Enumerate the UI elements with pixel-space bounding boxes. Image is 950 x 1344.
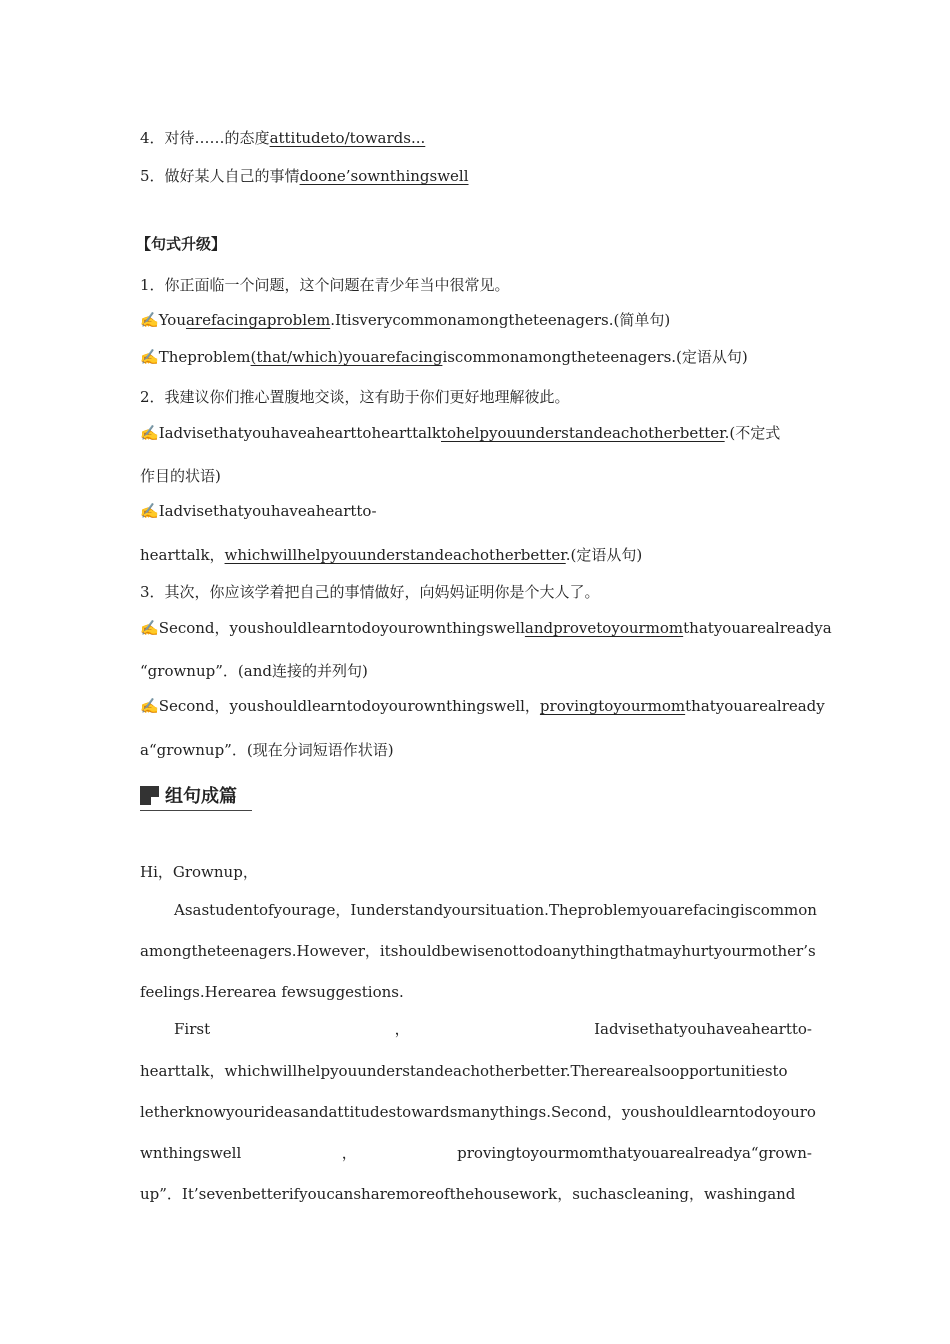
phrase-english: attitudeto/towards...: [269, 129, 426, 147]
sentence-1-version-a: [140, 310, 812, 330]
sentence-3-version-b-cont: a“grownup”．(现在分词短语作状语): [140, 741, 394, 759]
underlined-answer: provingtoyourmom: [539, 697, 686, 715]
text-segment: provingtoyourmomthatyouarealreadya“grown-: [457, 1144, 812, 1162]
text-segment: wnthingswell: [140, 1144, 242, 1162]
sentence-2-version-b: [140, 501, 812, 521]
pen-icon: ✍: [140, 619, 159, 637]
phrase-item-4: [140, 128, 812, 148]
text-segment: You: [158, 311, 186, 329]
text-segment: thatyouarealreadya: [683, 619, 832, 637]
phrase-english: doone’sownthingswell: [299, 167, 469, 185]
section-heading: [140, 782, 237, 808]
essay-paragraph-2-line-1: [140, 1019, 812, 1039]
sentence-3-version-a-cont: “grownup”．(and连接的并列句): [140, 662, 368, 680]
essay-paragraph-2-line-4: [140, 1143, 812, 1163]
phrase-chinese: 对待……的态度: [164, 129, 270, 147]
sentence-3-chinese: 3．其次，你应该学着把自己的事情做好，向妈妈证明你是个大人了。: [140, 583, 600, 601]
pen-icon: ✍: [140, 348, 159, 366]
underlined-answer: andprovetoyourmom: [524, 619, 684, 637]
sentence-3-version-b: [140, 696, 825, 716]
sentence-3-version-a: [140, 618, 832, 638]
section-divider: [140, 810, 252, 811]
sentence-1-version-b: [140, 347, 812, 367]
text-segment: Iadvisethatyouhaveaheartto-: [158, 502, 377, 520]
text-segment: .Itisverycommonamongtheteenagers.(简单句): [330, 311, 671, 329]
sentence-upgrade-heading: 【句式升级】: [136, 235, 227, 253]
pen-icon: ✍: [140, 424, 159, 442]
essay-greeting: Hi，Grownup，: [140, 863, 258, 881]
text-segment: Second，youshouldlearntodoyourownthingswell: [158, 619, 525, 637]
phrase-number: 4．: [140, 129, 165, 147]
phrase-number: 5．: [140, 167, 165, 185]
essay-paragraph-2-line-2: hearttalk，whichwillhelpyouunderstandeachotherbetter.Therearealsoopportunitiesto: [140, 1062, 788, 1080]
text-segment: Theproblem: [158, 348, 251, 366]
text-segment: .(不定式: [724, 424, 781, 442]
pen-icon: ✍: [140, 311, 159, 329]
essay-paragraph-1-line-3: feelings.Herearea fewsuggestions.: [140, 983, 404, 1001]
pen-icon: ✍: [140, 697, 159, 715]
sentence-2-version-b-cont: [140, 545, 812, 565]
sentence-2-version-a: [140, 423, 812, 443]
text-segment: ，: [341, 1144, 357, 1162]
underlined-answer: arefacingaproblem: [185, 311, 331, 329]
square-bullet-icon: [140, 786, 159, 805]
text-segment: .(定语从句): [565, 546, 643, 564]
text-segment: Iadvisethatyouhaveaheartto-: [594, 1020, 812, 1038]
phrase-chinese: 做好某人自己的事情: [164, 167, 300, 185]
sentence-1-chinese: 1．你正面临一个问题，这个问题在青少年当中很常见。: [140, 276, 510, 294]
underlined-answer: whichwillhelpyouunderstandeachotherbetter: [224, 546, 566, 564]
text-segment: Second，youshouldlearntodoyourownthingswell，: [158, 697, 540, 715]
underlined-answer: (that/which)youarefacing: [250, 348, 443, 366]
sentence-2-version-a-cont: 作目的状语): [140, 467, 221, 485]
pen-icon: ✍: [140, 502, 159, 520]
essay-paragraph-1-line-1: Asastudentofyourage，Iunderstandyoursituation.Theproblemyouarefacingiscommon: [174, 901, 817, 919]
essay-paragraph-2-line-5: up”．It’sevenbetterifyoucansharemoreofthehousework，suchascleaning，washingand: [140, 1185, 796, 1203]
sentence-2-chinese: 2．我建议你们推心置腹地交谈，这有助于你们更好地理解彼此。: [140, 388, 570, 406]
text-segment: First: [174, 1020, 211, 1038]
underlined-answer: tohelpyouunderstandeachotherbetter: [441, 424, 725, 442]
text-segment: ，: [394, 1020, 410, 1038]
text-segment: Iadvisethatyouhaveahearttohearttalk: [158, 424, 441, 442]
essay-paragraph-2-line-3: letherknowyourideasandattitudestowardsmanythings.Second，youshouldlearntodoyouro: [140, 1103, 816, 1121]
text-segment: thatyouarealready: [685, 697, 825, 715]
section-title-text: 组句成篇: [165, 786, 237, 807]
phrase-item-5: [140, 166, 812, 186]
essay-paragraph-1-line-2: amongtheteenagers.However，itshouldbewisenottodoanythingthatmayhurtyourmother’s: [140, 942, 816, 960]
text-segment: iscommonamongtheteenagers.(定语从句): [442, 348, 748, 366]
text-segment: hearttalk，: [140, 546, 225, 564]
